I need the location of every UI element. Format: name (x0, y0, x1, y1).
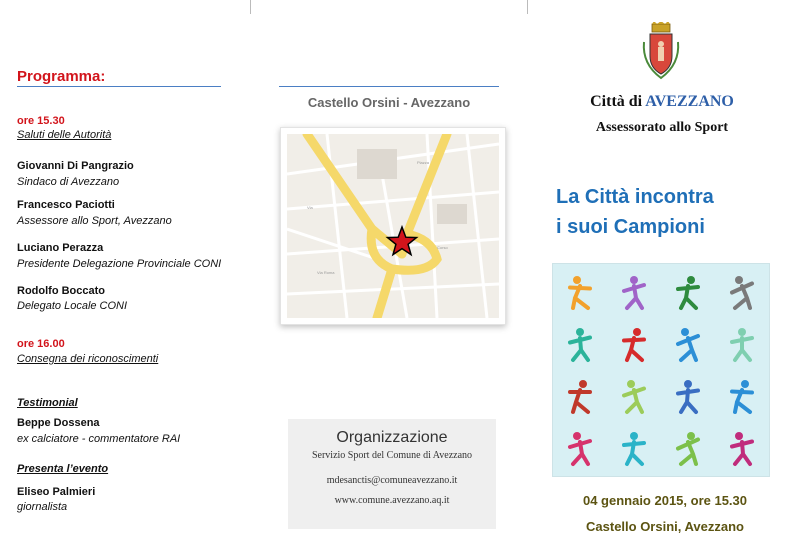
svg-text:Piazza: Piazza (417, 160, 430, 165)
sport-figure-icon (624, 276, 644, 308)
time-second: ore 16.00 (17, 338, 65, 350)
testimonial-header: Testimonial (17, 397, 78, 409)
speaker-name: Francesco Paciotti (17, 199, 115, 211)
sport-figure-icon (570, 328, 590, 360)
presenter-name: Eliseo Palmieri (17, 486, 96, 498)
program-panel (0, 0, 265, 544)
testimonial-role: ex calciatore - commentatore RAI (17, 433, 181, 445)
speaker-name: Luciano Perazza (17, 242, 104, 254)
speaker-role: Assessore allo Sport, Avezzano (17, 215, 172, 227)
presenter-header: Presenta l’evento (17, 463, 109, 475)
organization-box (288, 419, 496, 529)
sport-figure-icon (732, 380, 752, 412)
location-title: Castello Orsini - Avezzano (307, 95, 471, 110)
presenter-role: giornalista (17, 501, 68, 513)
organization-subtitle: Servizio Sport del Comune di Avezzano (311, 450, 473, 461)
svg-text:Corso: Corso (437, 245, 448, 250)
sport-figure-icon (678, 432, 698, 464)
testimonial-name: Beppe Dossena (17, 417, 100, 429)
location-map (280, 127, 506, 325)
city-name: AVEZZANO (645, 93, 734, 110)
time-first: ore 15.30 (17, 115, 65, 127)
crest-icon (640, 22, 682, 82)
sport-figure-icon (678, 328, 698, 360)
sport-figure-icon (570, 380, 590, 412)
welcome-item: Saluti delle Autorità (17, 129, 112, 141)
sport-figure-icon (624, 432, 644, 464)
sport-figure-icon (570, 432, 590, 464)
speaker-role: Presidente Delegazione Provinciale CONI (17, 258, 222, 270)
event-date: 04 gennaio 2015, ore 15.30 (582, 493, 748, 508)
svg-text:Via Roma: Via Roma (317, 270, 335, 275)
department-name: Assessorato allo Sport (595, 120, 729, 135)
organization-website[interactable]: www.comune.avezzano.aq.it (334, 495, 450, 506)
fold-mark-right (527, 0, 528, 14)
event-venue: Castello Orsini, Avezzano (586, 519, 744, 534)
speaker-role: Delegato Locale CONI (17, 300, 128, 312)
sport-figure-icon (678, 380, 698, 412)
speaker-role: Sindaco di Avezzano (17, 176, 120, 188)
program-title: Programma: (17, 68, 106, 85)
sport-figure-icon (732, 328, 752, 360)
sport-figure-icon (624, 328, 644, 360)
sport-figure-icon (624, 380, 644, 412)
headline-line-1: La Città incontra (556, 186, 714, 208)
sport-figure-icon (732, 276, 752, 308)
organization-email[interactable]: mdesanctis@comuneavezzano.it (326, 475, 458, 486)
sport-figure-icon (732, 432, 752, 464)
city-prefix: Città di (590, 93, 643, 110)
speaker-name: Giovanni Di Pangrazio (17, 160, 134, 172)
svg-text:Via: Via (307, 205, 313, 210)
sport-figure-icon (678, 276, 698, 308)
city-heading (537, 93, 787, 111)
headline-line-2: i suoi Campioni (556, 216, 705, 238)
awards-item: Consegna dei riconoscimenti (17, 353, 159, 365)
speaker-name: Rodolfo Boccato (17, 285, 105, 297)
sport-figure-icon (570, 276, 590, 308)
location-rule (279, 86, 499, 87)
organization-title: Organizzazione (336, 429, 448, 446)
sport-pictogram-icons (552, 263, 770, 477)
program-rule (17, 86, 221, 87)
